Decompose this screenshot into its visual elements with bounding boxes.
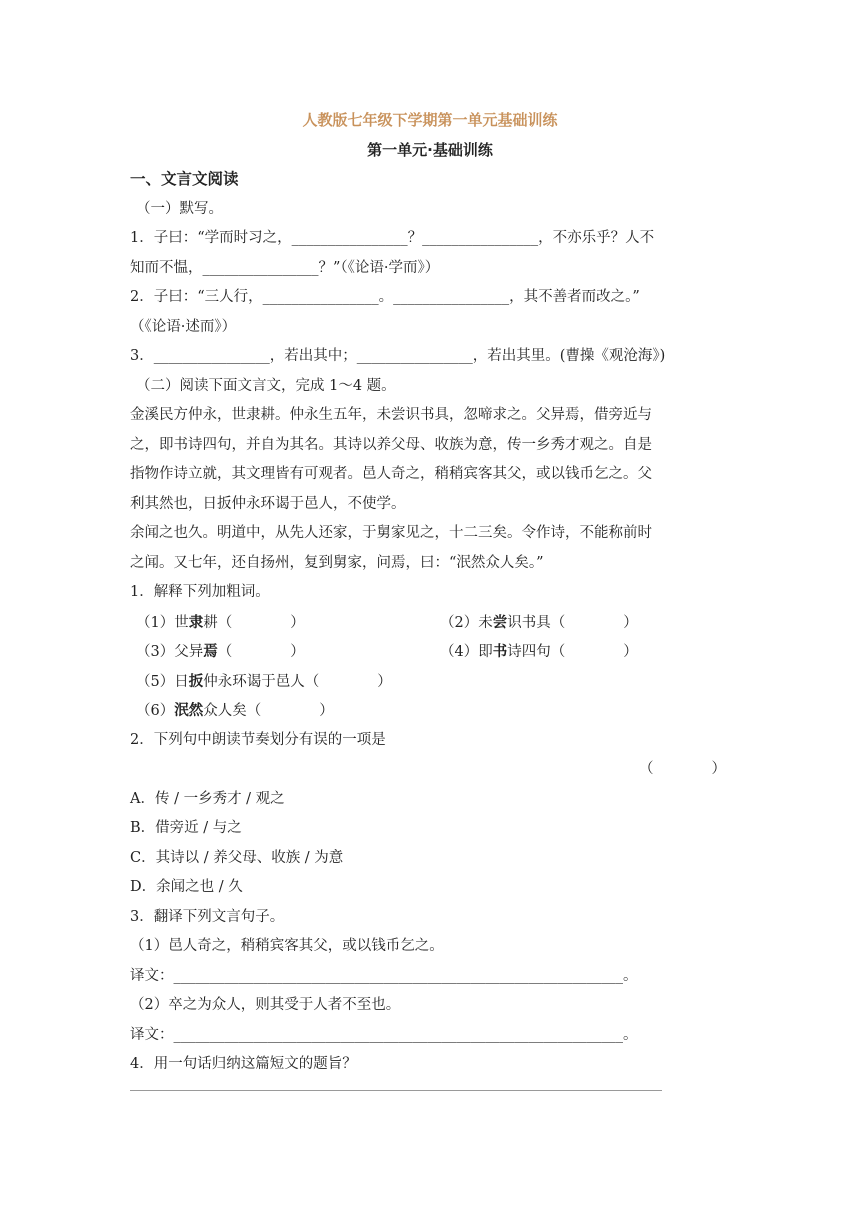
theme-heading: 4．用一句话归纳这篇短文的题旨？ [130,1056,357,1072]
doc-subtitle: 第一单元·基础训练 [367,140,493,159]
translate-answer: 译文：______________________________________________________________。 [130,1026,638,1043]
rhythm-answer-row [130,755,730,785]
explain-item: （4）即书诗四句（ ） [440,643,638,660]
passage-line: 之闻。又七年，还自扬州，复到舅家，问焉，曰：“泯然众人矣。” [130,554,544,571]
explain-heading: 1．解释下列加粗词。 [130,584,270,600]
explain-row [130,696,730,726]
translate-heading: 3．翻译下列文言句子。 [130,908,285,925]
passage-line: 利其然也，日扳仲永环谒于邑人，不使学。 [130,495,406,512]
doc-title: 人教版七年级下学期第一单元基础训练 [302,111,558,129]
answer-paren: （ ） [639,761,726,777]
document-page [130,106,730,1080]
part2-heading: （二）阅读下面文言文，完成 1～4 题。 [136,377,396,394]
passage-line: 金溪民方仲永，世隶耕。仲永生五年，未尝识书具，忽啼求之。父异焉，借旁近与 [130,407,652,423]
explain-row [130,637,730,667]
q2-line-a: 2．子曰：“三人行，________________。________________，其不善者而改之。” [130,289,640,305]
option-c: C．其诗以 / 养父母、收族 / 为意 [130,849,344,866]
passage-line: 指物作诗立就，其文理皆有可观者。邑人奇之，稍稍宾客其父，或以钱币乞之。父 [130,466,652,482]
explain-row [130,608,730,638]
option-b: B．借旁近 / 与之 [130,820,242,836]
explain-item: （6）泯然众人矣（ ） [136,702,334,719]
section-heading: 一、文言文阅读 [130,170,239,188]
passage-line: 之，即书诗四句，并自为其名。其诗以养父母、收族为意，传一乡秀才观之。自是 [130,436,652,453]
passage-line: 余闻之也久。明道中，从先人还家，于舅家见之，十二三矣。令作诗，不能称前时 [130,525,652,541]
translate-sentence: （2）卒之为众人，则其受于人者不至也。 [130,997,401,1013]
translate-answer: 译文：______________________________________________________________。 [130,967,638,984]
explain-item: （3）父异焉（ ） [136,643,305,660]
answer-line [130,1090,662,1091]
option-a: A．传 / 一乡秀才 / 观之 [130,790,285,807]
translate-sentence: （1）邑人奇之，稍稍宾客其父，或以钱币乞之。 [130,938,444,954]
explain-item: （1）世隶耕（ ） [136,613,305,631]
explain-item: （5）日扳仲永环谒于邑人（ ） [136,672,392,690]
q2-line-b: （《论语·述而》） [130,318,237,335]
q3-line: 3．________________，若出其中；________________，若出其里。(曹操《观沧海》) [130,348,666,364]
explain-item: （2）未尝识书具（ ） [440,613,638,631]
rhythm-heading: 2．下列句中朗读节奏划分有误的一项是 [130,731,386,748]
part1-heading: （一）默写。 [136,200,223,217]
q1-line-a: 1．子曰：“学而时习之，________________？________________，不亦乐乎？人不 [130,230,655,246]
q1-line-b: 知而不愠，________________？”（《论语·学而》） [130,259,440,276]
explain-row [130,667,730,697]
option-d: D．余闻之也 / 久 [130,879,243,895]
